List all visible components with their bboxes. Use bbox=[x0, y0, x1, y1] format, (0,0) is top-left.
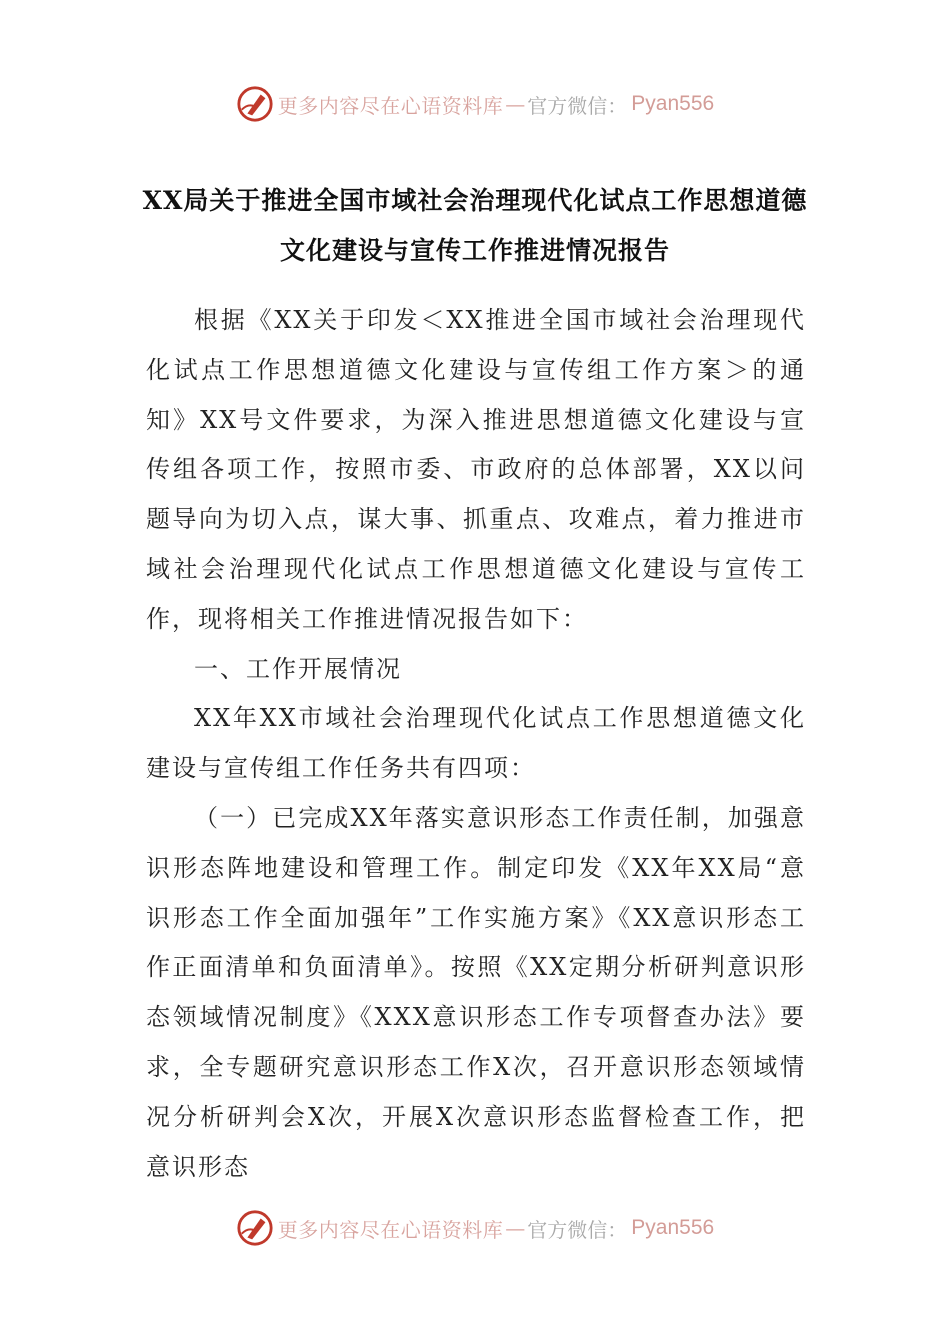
watermark-brand: 更多内容尽在心语资料库 bbox=[277, 1217, 504, 1242]
paragraph-tasks-summary: XX年XX市域社会治理现代化试点工作思想道德文化建设与宣传组工作任务共有四项： bbox=[146, 704, 806, 783]
pen-nib-in-circle-icon bbox=[236, 1209, 274, 1247]
watermark-wechat-label: 官方微信： bbox=[527, 1217, 628, 1242]
watermark-header bbox=[0, 82, 950, 126]
watermark-dash: — bbox=[505, 92, 526, 116]
watermark-wechat-label: 官方微信： bbox=[527, 93, 628, 118]
watermark-brand: 更多内容尽在心语资料库 bbox=[277, 93, 504, 118]
document-body bbox=[146, 296, 806, 1192]
section-heading-1: 一、工作开展情况 bbox=[194, 654, 402, 683]
watermark-wechat-id: Pyan556 bbox=[631, 92, 715, 115]
paragraph-intro: 根据《XX关于印发＜XX推进全国市域社会治理现代化试点工作思想道德文化建设与宣传组工作方案＞的通知》XX号文件要求，为深入推进思想道德文化建设与宣传组各项工作，按照市委、市政府的总体部署，XX以问题导向为切入点，谋大事、抓重点、攻难点，着力推进市域社会治理现代化试点工作思想道德文化建设与宣传工作，现将相关工作推进情况报告如下： bbox=[146, 306, 806, 633]
paragraph-task-1: （一）已完成XX年落实意识形态工作责任制，加强意识形态阵地建设和管理工作。制定印发《XX年XX局“意识形态工作全面加强年”工作实施方案》《XX意识形态工作正面清单和负面清单》。按照《XX定期分析研判意识形态领域情况制度》《XXX意识形态工作专项督查办法》要求，全专题研究意识形态工作X次，召开意识形态领域情况分析研判会X次，开展X次意识形态监督检查工作，把意识形态 bbox=[146, 803, 806, 1181]
document-title: XX局关于推进全国市域社会治理现代化试点工作思想道德文化建设与宣传工作推进情况报告 bbox=[142, 186, 808, 265]
watermark-dash: — bbox=[505, 1216, 526, 1240]
pen-nib-in-circle-icon bbox=[236, 85, 274, 123]
watermark-wechat-id: Pyan556 bbox=[631, 1216, 715, 1239]
watermark-footer bbox=[0, 1206, 950, 1250]
